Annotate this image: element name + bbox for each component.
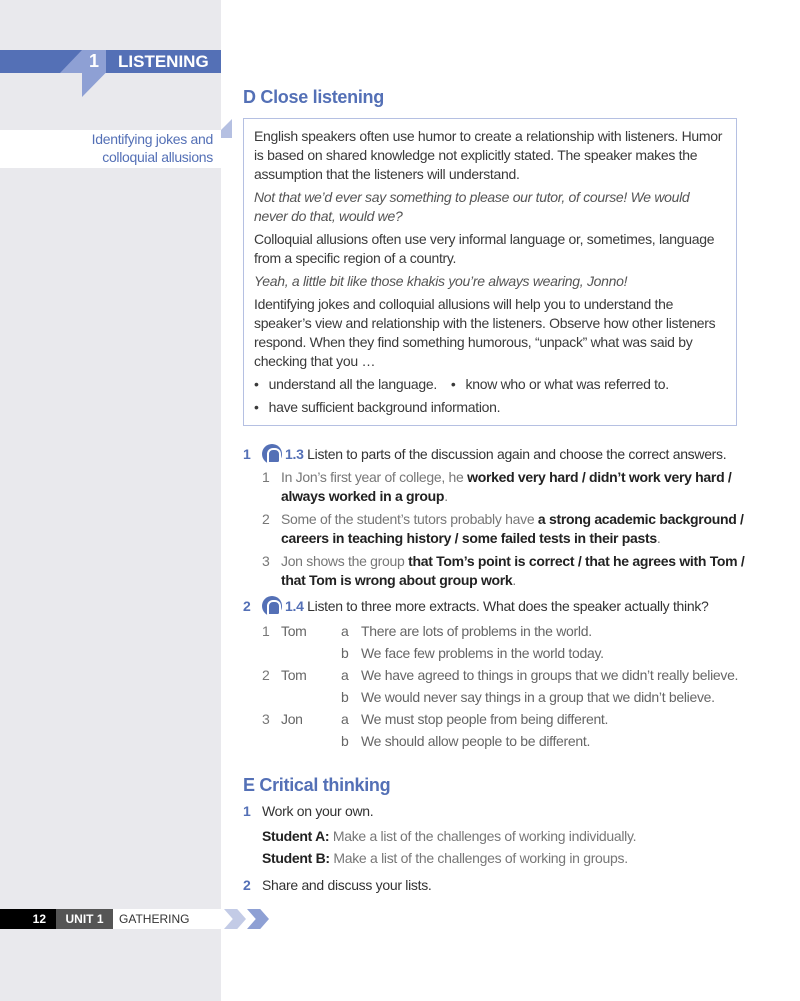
exercise-number: 2	[243, 598, 251, 614]
box-example: Yeah, a little bit like those khakis you’re always wearing, Jonno!	[254, 273, 628, 289]
box-example: Not that we’d ever say something to please our tutor, of course! We would never do that, would we?	[254, 189, 690, 224]
chevron-icon	[247, 909, 269, 929]
item-number: 2	[262, 511, 270, 527]
box-paragraph: English speakers often use humor to create a relationship with listeners. Humor is based on shared knowledge not explicitly stated. The speaker makes the assumption that the listeners will understand.	[254, 128, 723, 182]
item-end: .	[512, 572, 517, 588]
track-number: 1.4	[285, 598, 304, 614]
section-d-title: D Close listening	[243, 87, 384, 107]
answer-options[interactable]: that Tom’s point is correct / that he agrees with Tom / that Tom is wrong about group work	[281, 553, 745, 588]
option-text: We have agreed to things in groups that we didn’t really believe.	[361, 667, 739, 683]
item-number: 3	[262, 711, 270, 727]
page-footer	[0, 909, 800, 929]
option-letter: a	[341, 623, 349, 639]
option-row[interactable]	[262, 730, 753, 752]
student-b-task: Make a list of the challenges of working in groups.	[333, 850, 628, 866]
item-end: .	[444, 488, 448, 504]
instruction: Work on your own.	[262, 803, 374, 819]
box-paragraph: Colloquial allusions often use very informal language or, sometimes, language from a specific region of a country.	[254, 231, 715, 266]
option-row[interactable]	[262, 642, 753, 664]
bullet: • know who or what was referred to.	[451, 375, 669, 394]
option-letter: a	[341, 667, 349, 683]
speaker-name: Tom	[281, 667, 307, 683]
option-letter: a	[341, 711, 349, 727]
option-text: We face few problems in the world today.	[361, 645, 604, 661]
exercise-number: 1	[243, 803, 251, 819]
audio-icon[interactable]	[262, 444, 282, 464]
audio-icon[interactable]	[262, 596, 282, 616]
header-decoration	[60, 50, 82, 73]
student-b-label: Student B:	[262, 850, 330, 866]
exercise-d2	[243, 596, 753, 752]
student-a-label: Student A:	[262, 828, 330, 844]
item-number: 1	[262, 623, 270, 639]
skill-box	[243, 118, 737, 426]
exercise-number: 1	[243, 446, 251, 462]
track-number: 1.3	[285, 446, 304, 462]
box-paragraph: Identifying jokes and colloquial allusions will help you to understand the speaker’s view and relationship with the listeners. Observe how other listeners respond. When they find something humorous, “unpack” what was said by checking that you …	[254, 296, 716, 369]
item-text: Jon shows the group	[281, 553, 409, 569]
student-a-task: Make a list of the challenges of working individually.	[332, 828, 637, 844]
item-text: Some of the student’s tutors probably have	[281, 511, 538, 527]
section-label: LISTENING	[118, 52, 209, 71]
item-text: In Jon’s first year of college, he	[281, 469, 468, 485]
sidebar-note-text: Identifying jokes and colloquial allusions	[91, 131, 213, 165]
footer-unit: UNIT 1	[56, 909, 113, 929]
instruction: Listen to three more extracts. What does the speaker actually think?	[307, 598, 709, 614]
exercise-number: 2	[243, 877, 251, 893]
option-row[interactable]	[262, 664, 753, 686]
main-column	[243, 0, 753, 895]
chevron-icon	[224, 909, 246, 929]
exercise-e1	[243, 802, 753, 868]
item-end: .	[656, 530, 661, 546]
option-letter: b	[341, 645, 349, 661]
instruction: Share and discuss your lists.	[262, 877, 432, 893]
sidebar-note	[0, 130, 221, 168]
speaker-name: Jon	[281, 711, 303, 727]
option-letter: b	[341, 689, 349, 705]
answer-options[interactable]: a strong academic background / careers in teaching history / some failed tests in their pasts	[281, 511, 744, 546]
option-row[interactable]	[262, 620, 753, 642]
question-item	[262, 552, 753, 590]
instruction: Listen to parts of the discussion again and choose the correct answers.	[307, 446, 727, 462]
exercise-d1	[243, 444, 753, 590]
option-text: We would never say things in a group that we didn’t believe.	[361, 689, 715, 705]
option-text: We must stop people from being different.	[361, 711, 609, 727]
item-number: 1	[262, 469, 270, 485]
option-text: We should allow people to be different.	[361, 733, 591, 749]
footer-title: GATHERING	[113, 909, 221, 929]
question-item	[262, 510, 753, 548]
option-letter: b	[341, 733, 349, 749]
option-text: There are lots of problems in the world.	[361, 623, 592, 639]
speaker-name: Tom	[281, 623, 307, 639]
section-e-title: E Critical thinking	[243, 775, 391, 795]
item-number: 3	[262, 553, 270, 569]
bullet: • understand all the language.	[254, 375, 437, 394]
option-row[interactable]	[262, 708, 753, 730]
exercise-e2	[243, 876, 753, 895]
page-number: 12	[0, 909, 56, 929]
bullet: • have sufficient background information.	[254, 398, 500, 417]
answer-options[interactable]: worked very hard / didn’t work very hard / always worked in a group	[281, 469, 732, 504]
unit-number: 1	[89, 51, 100, 71]
question-item	[262, 468, 753, 506]
item-number: 2	[262, 667, 270, 683]
option-row[interactable]	[262, 686, 753, 708]
